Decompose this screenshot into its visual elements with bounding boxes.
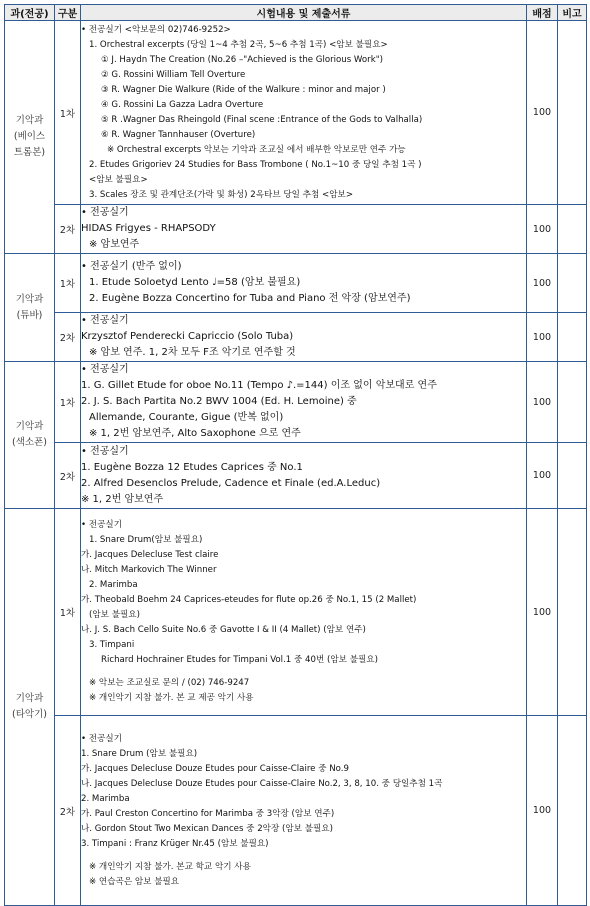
department-label: 기악과 <box>15 293 44 305</box>
content-line: 3. Timpani : Franz Krüger Nr.45 (암보 불필요) <box>81 838 269 849</box>
score-cell: 100 <box>527 254 558 313</box>
content-line: ※ 1, 2번 암보연주 <box>81 493 164 505</box>
table-row <box>5 205 587 254</box>
content-line: • 전공실기 <box>81 364 129 375</box>
content-line: 2. Eugène Bozza Concertino for Tuba and Piano 전 악장 (암보연주) <box>89 293 411 304</box>
content-cell <box>81 205 527 254</box>
content-line: 1. Snare Drum (암보 불필요) <box>81 748 198 759</box>
header-content: 시험내용 및 제출서류 <box>81 5 527 21</box>
content-cell <box>81 362 527 443</box>
score-cell: 100 <box>527 205 558 254</box>
content-line: ③ R. Wagner Die Walkure (Ride of the Walkure : minor and major ) <box>101 84 386 95</box>
content-line: 가. Paul Creston Concertino for Marimba 중 3악장 (암보 연주) <box>81 808 335 819</box>
department-cell <box>5 254 55 362</box>
content-line: ※ 개인악기 지참 불가. 본교 학교 악기 사용 <box>89 861 251 872</box>
department-cell <box>5 509 55 906</box>
content-line: 1. G. Gillet Etude for oboe No.11 (Tempo ♪.=144) 이조 없이 악보대로 연주 <box>81 380 437 391</box>
department-label: (베이스 <box>13 131 46 142</box>
table-row <box>5 362 587 443</box>
header-note: 비고 <box>558 5 587 21</box>
content-line: • 전공실기 (반주 없이) <box>81 261 182 272</box>
content-line: ⑤ R .Wagner Das Rheingold (Final scene :Entrance of the Gods to Valhalla) <box>101 114 423 125</box>
content-cell <box>81 716 527 906</box>
content-cell <box>81 21 527 205</box>
content-line: ② G. Rossini William Tell Overture <box>101 69 246 80</box>
content-line: • 전공실기 <box>81 520 123 530</box>
note-cell <box>558 443 587 509</box>
note-cell <box>558 362 587 443</box>
content-line: Allemande, Courante, Gigue (반복 없이) <box>89 412 284 423</box>
content-cell <box>81 509 527 716</box>
content-line: 1. Snare Drum(암보 불필요) <box>89 535 203 545</box>
department-label: 기악과 <box>15 421 44 432</box>
content-line: Krzysztof Penderecki Capriccio (Solo Tuba) <box>81 331 294 342</box>
content-line: 2. Marimba <box>89 580 138 590</box>
content-line: ※ 연습곡은 암보 불필요 <box>89 876 180 887</box>
content-line: 나. Gordon Stout Two Mexican Dances 중 2악장 (암보 불필요) <box>81 823 333 834</box>
table-header-row <box>5 5 587 21</box>
content-line: 나. Mitch Markovich The Winner <box>81 565 217 575</box>
content-line: ※ 악보는 조교실로 문의 / (02) 746-9247 <box>89 678 250 688</box>
content-line: 1. Eugène Bozza 12 Etudes Caprices 중 No.1 <box>81 461 303 473</box>
department-label: 기악과 <box>15 693 44 704</box>
stage-cell: 1차 <box>55 254 81 313</box>
content-cell <box>81 313 527 362</box>
table-row <box>5 443 587 509</box>
score-cell: 100 <box>527 509 558 716</box>
content-line: 가. Jacques Delecluse Douze Etudes pour Caisse-Claire 중 No.9 <box>81 763 349 774</box>
score-cell: 100 <box>527 716 558 906</box>
content-line: ⑥ R. Wagner Tannhauser (Overture) <box>101 129 256 140</box>
table-body <box>5 21 587 906</box>
score-cell: 100 <box>527 313 558 362</box>
stage-cell: 1차 <box>55 362 81 443</box>
department-label: (색소폰) <box>12 437 47 448</box>
score-cell: 100 <box>527 21 558 205</box>
content-line: • 전공실기 <악보문의 02)746-9252> <box>81 24 231 35</box>
exam-requirements-table <box>4 4 587 906</box>
note-cell <box>558 716 587 906</box>
content-line: 2. Marimba <box>81 793 130 804</box>
stage-cell: 2차 <box>55 716 81 906</box>
score-cell: 100 <box>527 362 558 443</box>
department-cell <box>5 21 55 254</box>
department-label: (타악기) <box>12 709 47 720</box>
note-cell <box>558 509 587 716</box>
content-line: ④ G. Rossini La Gazza Ladra Overture <box>101 99 264 110</box>
content-line: ※ 개인악기 지참 불가. 본 교 제공 악기 사용 <box>89 693 254 703</box>
score-cell: 100 <box>527 443 558 509</box>
content-cell <box>81 254 527 313</box>
header-dept: 과(전공) <box>5 5 55 21</box>
stage-cell: 1차 <box>55 509 81 716</box>
spacer <box>81 852 526 860</box>
content-line: HIDAS Frigyes - RHAPSODY <box>81 223 216 234</box>
content-line: 나. Jacques Delecluse Douze Etudes pour Caisse-Claire No.2, 3, 8, 10. 중 당일추첨 1곡 <box>81 778 443 789</box>
department-cell <box>5 362 55 509</box>
content-line: 가. Theobald Boehm 24 Caprices-eteudes for flute op.26 중 No.1, 15 (2 Mallet) <box>81 595 417 605</box>
content-line: • 전공실기 <box>81 445 129 457</box>
header-stage: 구분 <box>55 5 81 21</box>
table-row <box>5 21 587 205</box>
content-line: 2. Etudes Grigoriev 24 Studies for Bass Trombone ( No.1~10 중 당일 추첨 1곡 ) <box>89 159 422 170</box>
note-cell <box>558 254 587 313</box>
content-line: (암보 불필요) <box>89 610 140 620</box>
note-cell <box>558 205 587 254</box>
content-line: • 전공실기 <box>81 315 129 326</box>
department-label: 기악과 <box>15 115 44 126</box>
content-line: ※ 1, 2번 암보연주, Alto Saxophone 으로 연주 <box>89 428 301 439</box>
content-line: 1. Etude Soloetyd Lento ♩=58 (암보 불필요) <box>89 277 301 288</box>
department-label: (튜바) <box>16 309 43 321</box>
department-label: 트롬본) <box>13 147 46 158</box>
spacer <box>81 668 526 676</box>
content-line: 3. Scales 장조 및 관계단조(가락 및 화성) 2옥타브 당일 추첨 <암보> <box>89 189 354 200</box>
content-line: 3. Timpani <box>89 640 135 650</box>
header-score: 배점 <box>527 5 558 21</box>
table-row <box>5 509 587 716</box>
content-line: ※ 암보 연주. 1, 2차 모두 F조 악기로 연주할 것 <box>89 347 296 358</box>
content-line: 나. J. S. Bach Cello Suite No.6 중 Gavotte I & II (4 Mallet) (암보 연주) <box>81 625 366 635</box>
note-cell <box>558 21 587 205</box>
content-line: Richard Hochrainer Etudes for Timpani Vol.1 중 40번 (암보 불필요) <box>101 655 378 665</box>
stage-cell: 2차 <box>55 205 81 254</box>
content-line: 2. J. S. Bach Partita No.2 BWV 1004 (Ed. H. Lemoine) 중 <box>81 396 357 407</box>
content-line: • 전공실기 <box>81 207 129 218</box>
content-line: ① J. Haydn The Creation (No.26 –"Achieved is the Glorious Work") <box>101 54 383 65</box>
stage-cell: 2차 <box>55 313 81 362</box>
table-row <box>5 254 587 313</box>
stage-cell: 2차 <box>55 443 81 509</box>
content-line: • 전공실기 <box>81 733 123 744</box>
stage-cell: 1차 <box>55 21 81 205</box>
content-line: ※ 암보연주 <box>89 239 140 250</box>
table-row <box>5 716 587 906</box>
content-line: 가. Jacques Delecluse Test claire <box>81 550 219 560</box>
content-cell <box>81 443 527 509</box>
content-line: 1. Orchestral excerpts (당일 1~4 추첨 2곡, 5~6 추첨 1곡) <암보 불필요> <box>89 39 388 50</box>
note-cell <box>558 313 587 362</box>
content-line: <암보 불필요> <box>89 174 148 185</box>
table-row <box>5 313 587 362</box>
content-line: ※ Orchestral excerpts 악보는 기악과 조교실 에서 배부한 악보로만 연주 가능 <box>107 144 406 155</box>
content-line: 2. Alfred Desenclos Prelude, Cadence et Finale (ed.A.Leduc) <box>81 477 381 489</box>
